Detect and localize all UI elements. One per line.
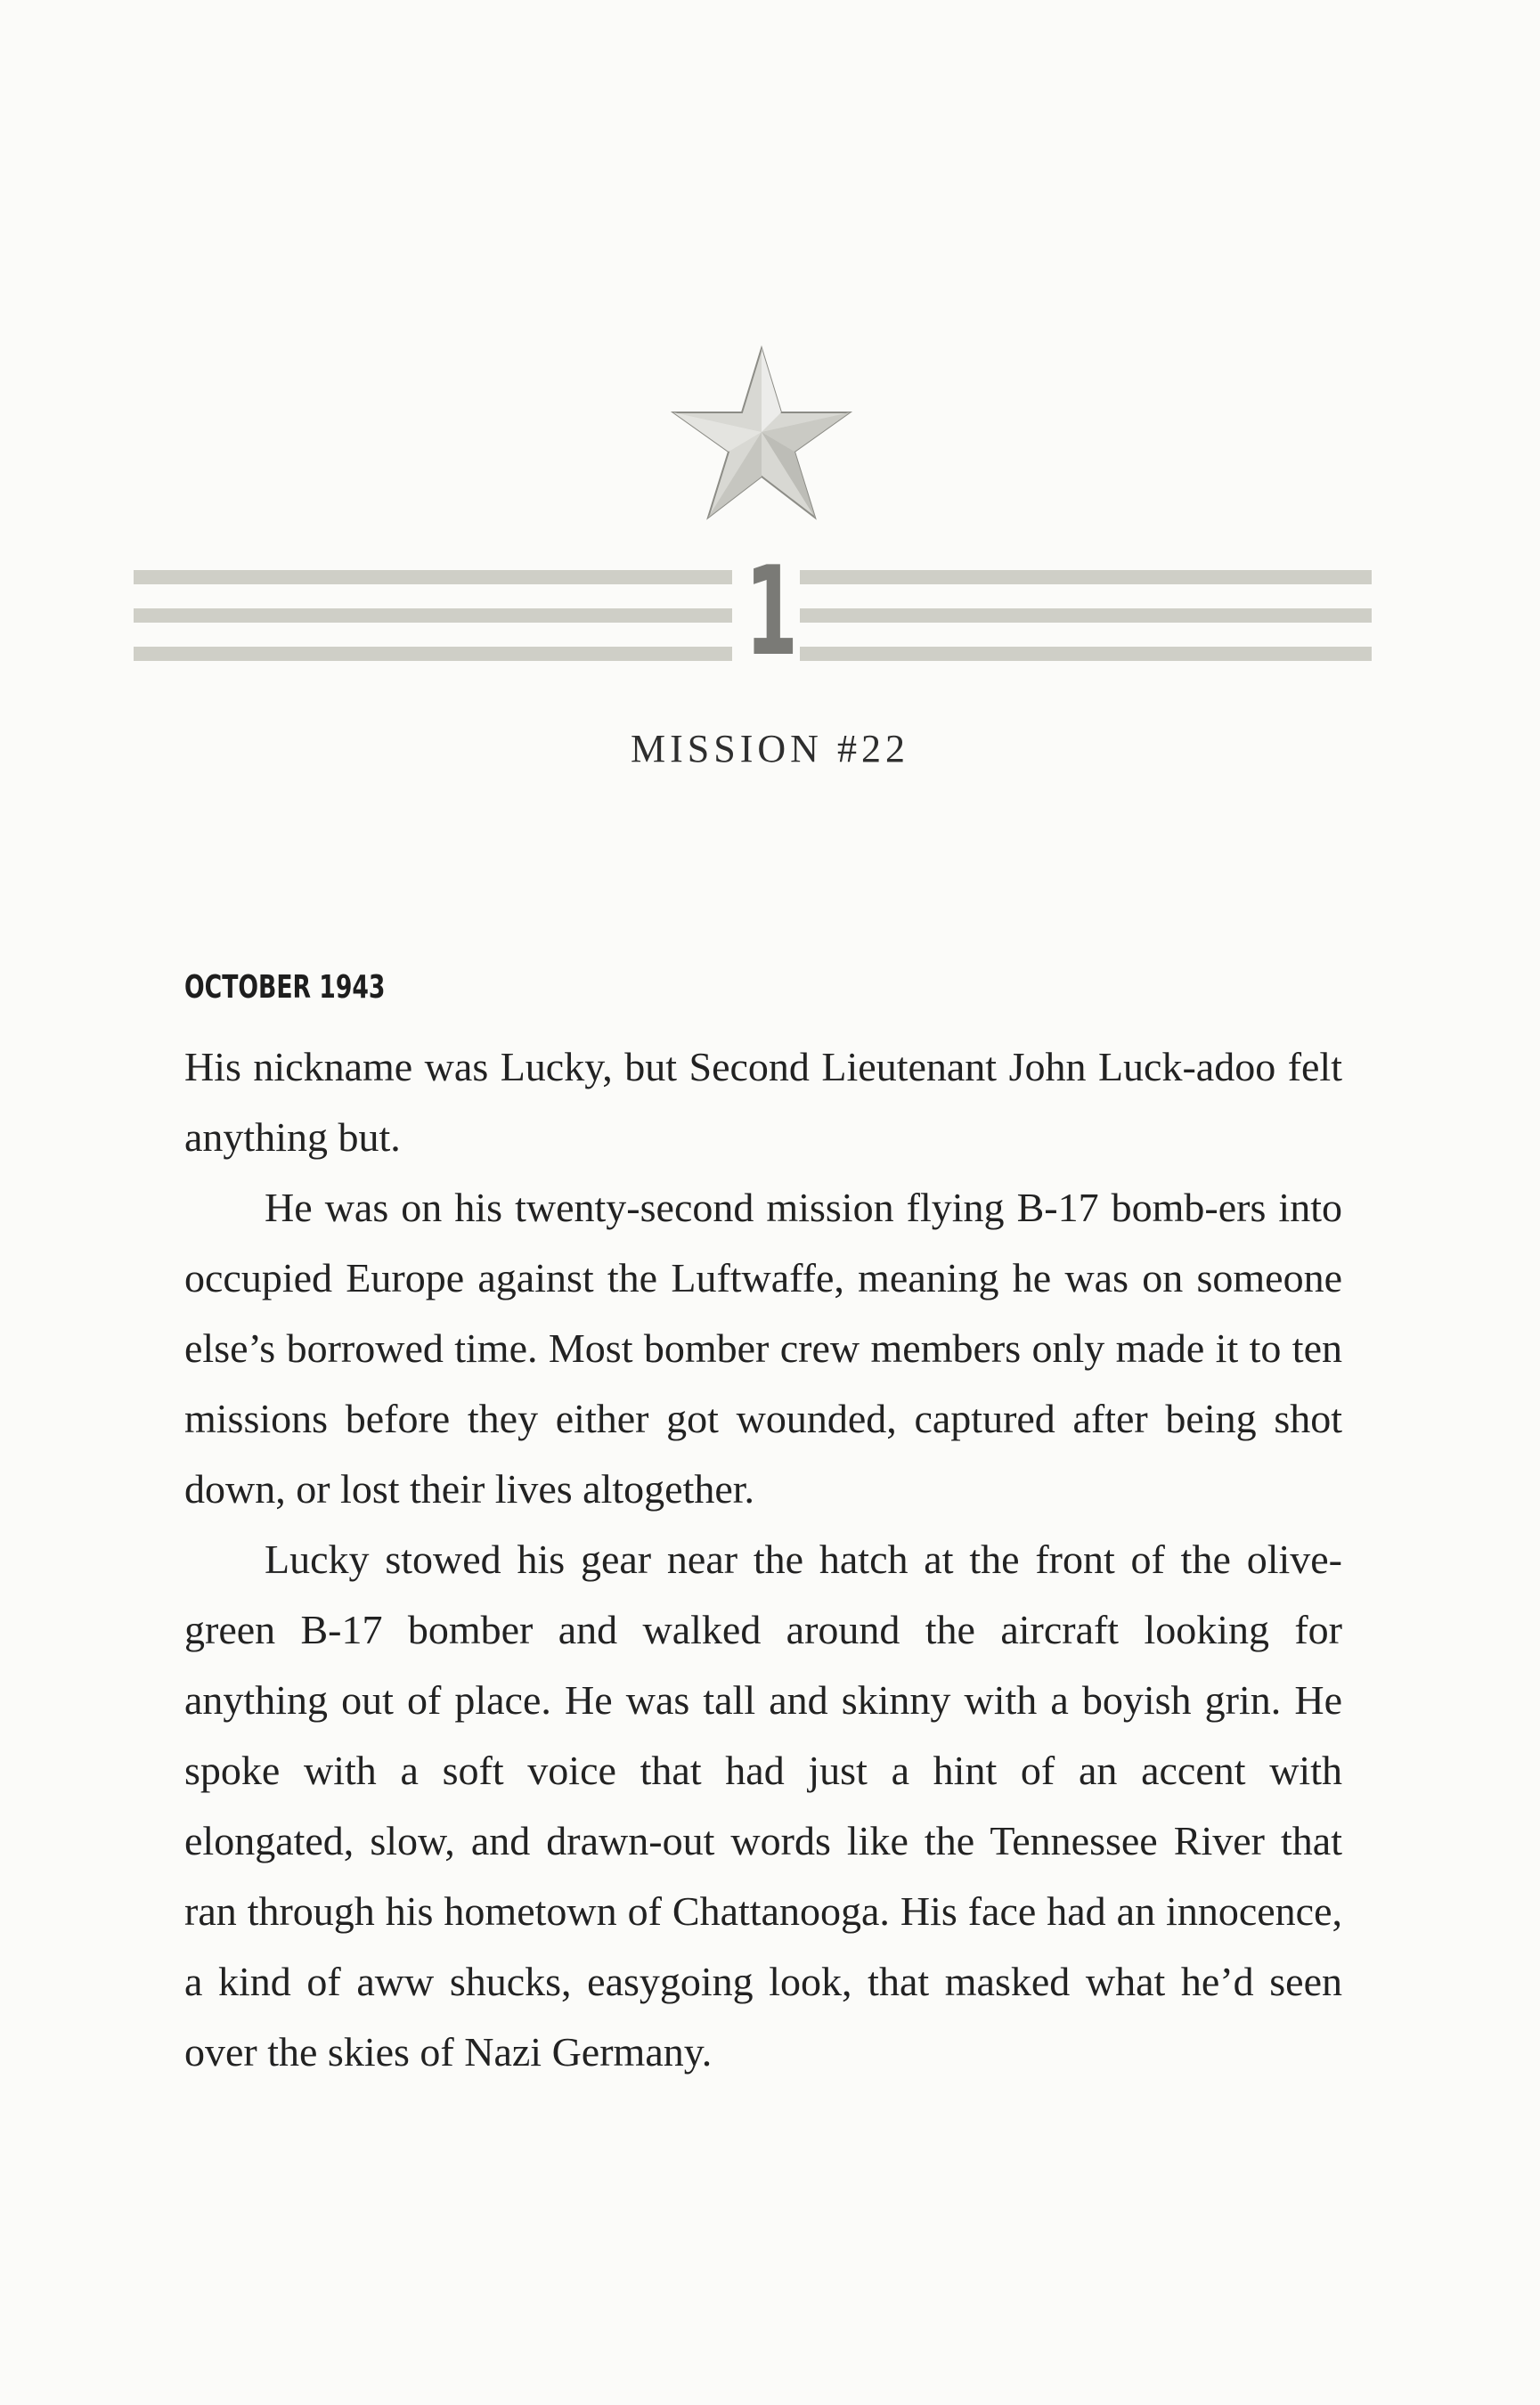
body-text xyxy=(184,1031,1342,2087)
chapter-number: 1 xyxy=(745,540,798,683)
chapter-title: MISSION #22 xyxy=(631,727,909,770)
paragraph: Lucky stowed his gear near the hatch at the front of the olive-green B-17 bomber and walked around the aircraft looking for anything out of place. He was tall and skinny with a boyish grin. He spoke with a soft voice that had just a hint of an accent with elongated, slow, and drawn-out words like the Tennessee River that ran through his hometown of Chattanooga. His face had an innocence, a kind of aww shucks, easygoing look, that masked what he’d seen over the skies of Nazi Germany. xyxy=(184,1537,1342,2075)
star-icon xyxy=(668,343,855,521)
paragraph: He was on his twenty-second mission flying B-17 bomb-ers into occupied Europe against the Luftwaffe, meaning he was on someone else’s borrowed time. Most bomber crew members only made it to ten missions before they either got wounded, captured after being shot down, or lost their lives altogether. xyxy=(184,1185,1342,1512)
paragraph: His nickname was Lucky, but Second Lieutenant John Luck-adoo felt anything but. xyxy=(184,1044,1342,1160)
section-date-heading: OCTOBER 1943 xyxy=(184,969,386,1006)
